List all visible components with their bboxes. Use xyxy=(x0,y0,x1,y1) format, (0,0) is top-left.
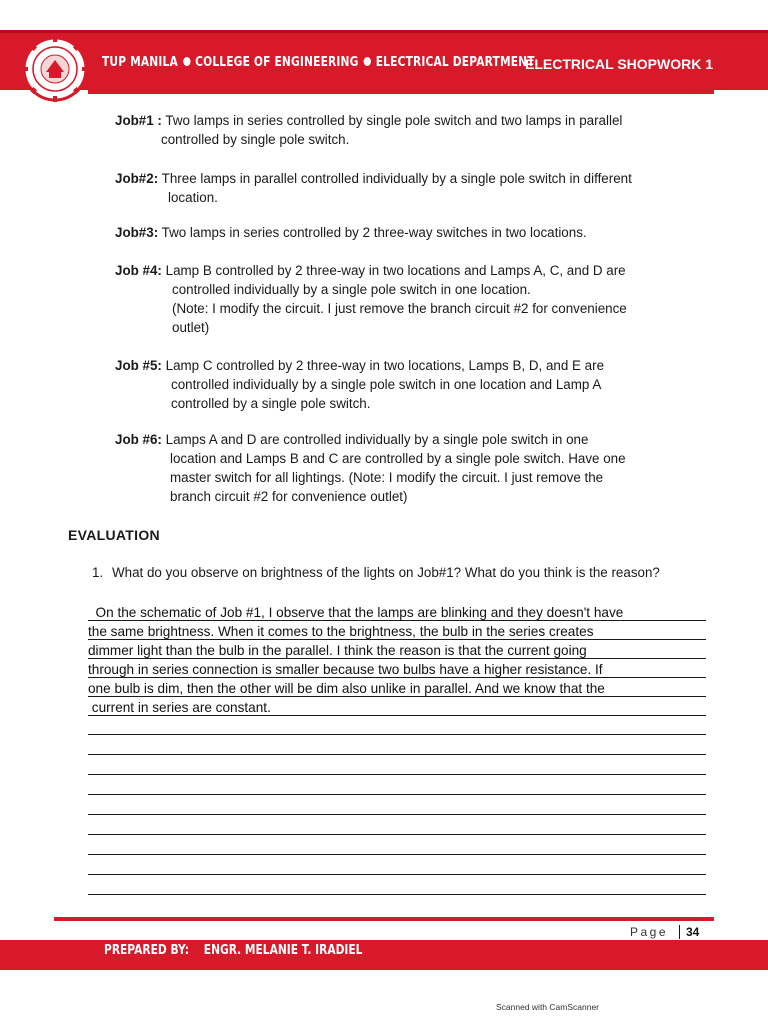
job-item xyxy=(115,223,715,242)
job-item xyxy=(115,430,715,506)
job-text: location. xyxy=(168,190,218,205)
job-label: Job#1 : xyxy=(115,113,162,128)
job-text: location and Lamps B and C are controlled by a single pole switch. Have one xyxy=(170,451,626,466)
job-item xyxy=(115,261,715,337)
job-label: Job #6: xyxy=(115,432,162,447)
answer-line-text: through in series connection is smaller because two bulbs have a higher resistance. If xyxy=(88,662,603,677)
header-college: COLLEGE OF ENGINEERING xyxy=(195,55,359,70)
job-label: Job #5: xyxy=(115,358,162,373)
job-text: branch circuit #2 for convenience outlet) xyxy=(170,489,408,504)
job-text: Lamps A and D are controlled individually by a single pole switch in one xyxy=(165,432,589,447)
job-text: Two lamps in series controlled by 2 three-way switches in two locations. xyxy=(161,225,587,240)
answer-ruled-line xyxy=(88,834,706,835)
answer-line-text: dimmer light than the bulb in the parallel. I think the reason is that the current going xyxy=(88,643,587,658)
job-text: Lamp C controlled by 2 three-way in two locations, Lamps B, D, and E are xyxy=(165,358,605,373)
evaluation-title: EVALUATION xyxy=(68,527,160,543)
footer-prepared-by xyxy=(104,943,362,958)
header-top-line xyxy=(0,30,768,33)
job-text: Three lamps in parallel controlled individually by a single pole switch in different xyxy=(161,171,632,186)
answer-line-text: On the schematic of Job #1, I observe that the lamps are blinking and they doesn't have xyxy=(88,605,624,620)
answer-line-text: the same brightness. When it comes to the brightness, the bulb in the series creates xyxy=(88,624,594,639)
job-text: controlled by a single pole switch. xyxy=(171,396,371,411)
scanner-watermark: Scanned with CamScanner xyxy=(496,1002,600,1012)
job-text: Lamp B controlled by 2 three-way in two locations and Lamps A, C, and D are xyxy=(165,263,626,278)
bullet-dot-icon xyxy=(363,57,370,66)
answer-ruled-line xyxy=(88,814,706,815)
answer-ruled-line xyxy=(88,734,706,735)
header-course: ELECTRICAL SHOPWORK 1 xyxy=(525,56,713,72)
job-label: Job#3: xyxy=(115,225,159,240)
job-item xyxy=(115,111,715,149)
job-text: controlled individually by a single pole switch in one location. xyxy=(172,282,531,297)
question-number: 1. xyxy=(92,565,104,580)
page-number: 34 xyxy=(679,925,699,939)
answer-ruled-line xyxy=(88,854,706,855)
job-note: outlet) xyxy=(172,320,210,335)
page-label: Page xyxy=(630,925,669,939)
prepared-by-name: ENGR. MELANIE T. IRADIEL xyxy=(203,943,363,958)
footer-redline xyxy=(54,917,714,921)
job-item xyxy=(115,356,715,413)
job-label: Job#2: xyxy=(115,171,159,186)
job-item xyxy=(115,169,715,207)
answer-text xyxy=(88,603,706,717)
answer-ruled-line xyxy=(88,754,706,755)
job-text: controlled individually by a single pole switch in one location and Lamp A xyxy=(171,377,602,392)
job-text: master switch for all lightings. (Note: I modify the circuit. I just remove the xyxy=(170,470,604,485)
job-text: controlled by single pole switch. xyxy=(161,132,350,147)
answer-ruled-line xyxy=(88,794,706,795)
header-underline xyxy=(88,89,714,94)
answer-line-text: one bulb is dim, then the other will be dim also unlike in parallel. And we know that the xyxy=(88,681,605,696)
answer-line-text: current in series are constant. xyxy=(88,700,271,715)
answer-ruled-line xyxy=(88,894,706,895)
answer-ruled-line xyxy=(88,874,706,875)
university-seal-icon xyxy=(22,36,88,102)
question-text: What do you observe on brightness of the lights on Job#1? What do you think is the reason? xyxy=(112,565,660,580)
job-note: (Note: I modify the circuit. I just remove the branch circuit #2 for convenience xyxy=(172,301,627,316)
answer-ruled-line xyxy=(88,774,706,775)
prepared-by-label: PREPARED BY: xyxy=(104,943,190,958)
evaluation-question xyxy=(92,563,710,582)
header-department: ELECTRICAL DEPARTMENT xyxy=(375,55,535,70)
header-university: TUP MANILA xyxy=(102,55,178,70)
header-institution xyxy=(102,55,535,70)
bullet-dot-icon xyxy=(183,57,190,66)
job-label: Job #4: xyxy=(115,263,162,278)
job-text: Two lamps in series controlled by single pole switch and two lamps in parallel xyxy=(165,113,623,128)
